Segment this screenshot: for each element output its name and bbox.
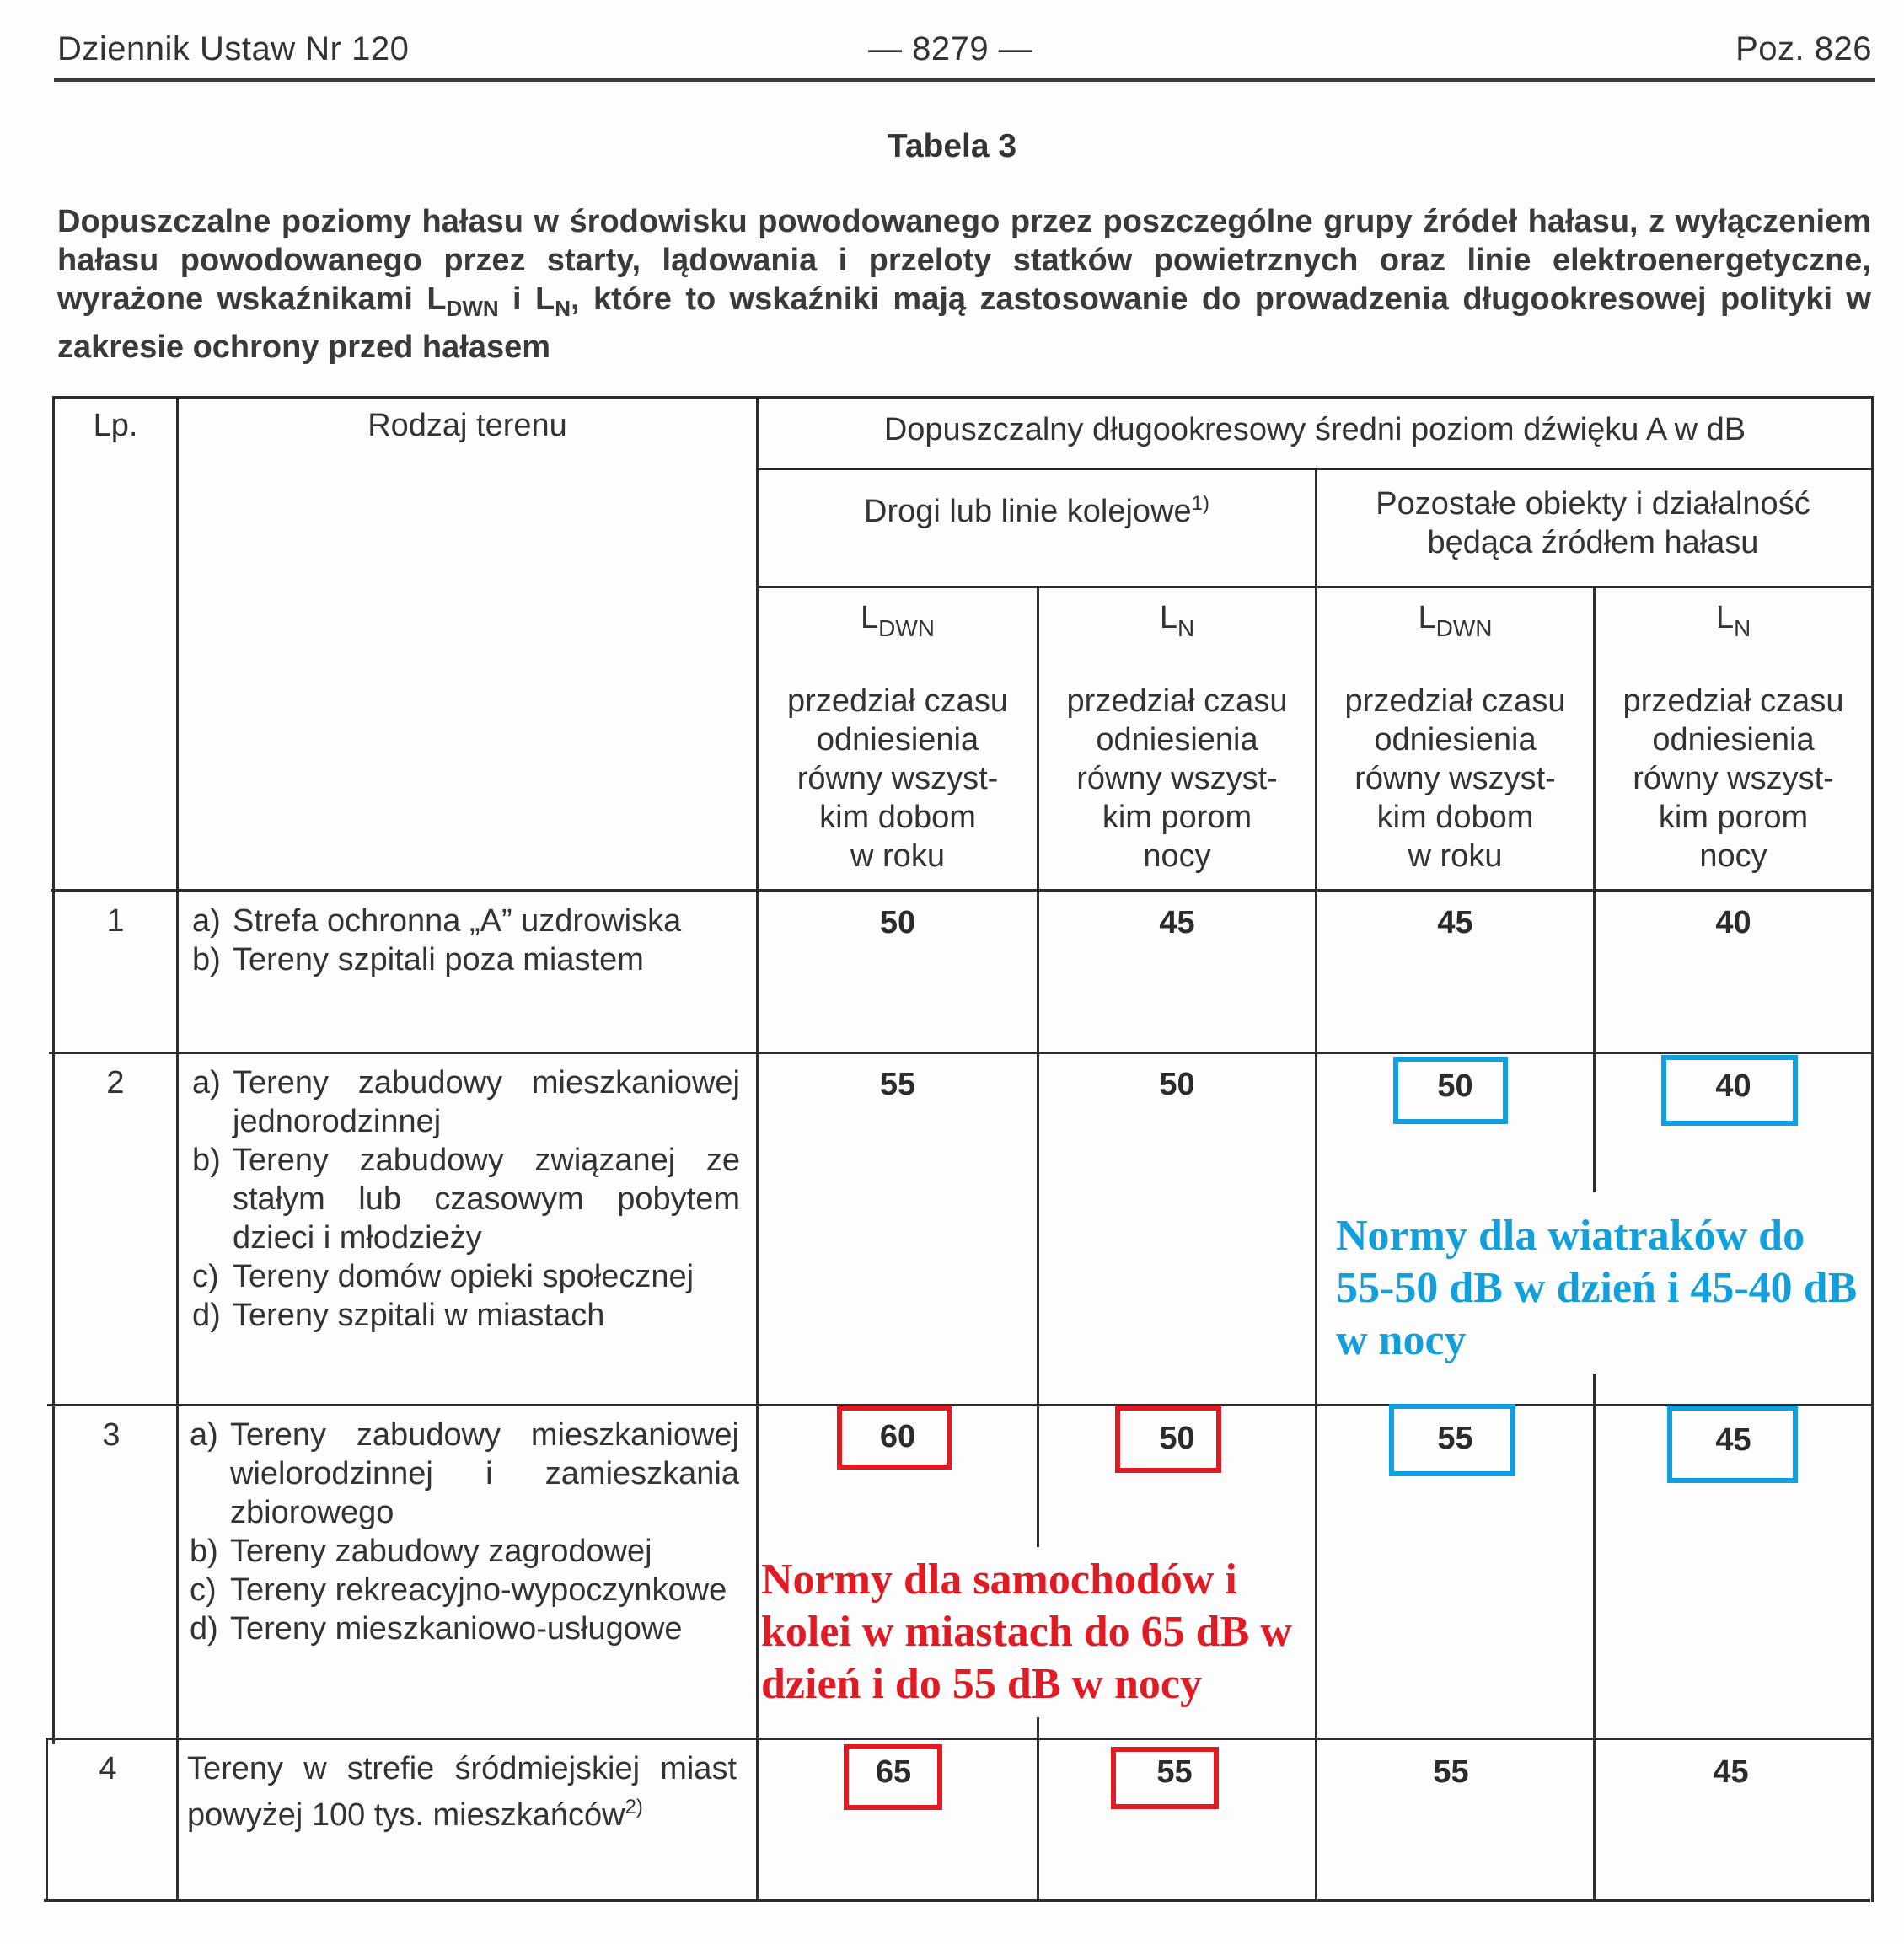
value-ldwn-other: 50 xyxy=(1437,1068,1473,1104)
area-item xyxy=(192,940,740,979)
indicator-subscript: N xyxy=(1177,615,1195,641)
highlight-box-red xyxy=(1111,1747,1219,1809)
value-ldwn-roads: 55 xyxy=(879,1067,916,1102)
area-item xyxy=(192,1063,740,1141)
item-text: Tereny mieszkaniowo-usługowe xyxy=(230,1611,683,1647)
highlight-box-blue xyxy=(1661,1055,1798,1126)
item-label: b) xyxy=(190,1534,218,1569)
column-header-ldwn-roads xyxy=(759,598,1037,876)
item-text: Tereny domów opieki społecznej xyxy=(233,1259,695,1294)
column-description-line: przedział czasu xyxy=(1344,683,1566,719)
highlight-box-red xyxy=(837,1406,952,1470)
area-description xyxy=(190,1416,739,1648)
indicator-symbol: L xyxy=(1418,600,1436,635)
row-divider xyxy=(49,1052,1874,1054)
value-ldwn-roads: 60 xyxy=(879,1419,916,1454)
header-area-type: Rodzaj terenu xyxy=(367,408,567,443)
item-text: Tereny szpitali poza miastem xyxy=(233,942,644,977)
column-description-line: kim dobom xyxy=(1376,800,1534,835)
item-label: a) xyxy=(192,903,221,939)
column-description-line: przedział czasu xyxy=(1622,683,1844,719)
column-description-line: równy wszyst- xyxy=(1354,761,1556,796)
column-divider xyxy=(1037,1685,1039,1902)
area-item xyxy=(192,1141,740,1257)
journal-title: Dziennik Ustaw Nr 120 xyxy=(57,30,410,67)
area-description xyxy=(192,902,740,979)
area-item xyxy=(187,1749,737,1834)
item-text: Tereny szpitali w miastach xyxy=(233,1298,605,1333)
caption-text: i L xyxy=(498,281,555,317)
table-border-top xyxy=(53,396,1874,399)
indicator-subscript: N xyxy=(1733,615,1751,641)
item-label: a) xyxy=(192,1065,221,1101)
area-item xyxy=(190,1571,739,1609)
value-ln-other: 45 xyxy=(1713,1754,1749,1790)
item-text: Tereny zabudowy mieszkaniowej jednorodzinnej xyxy=(233,1065,740,1139)
header-group: Dopuszczalny długookresowy średni poziom dźwięku A w dB xyxy=(883,412,1746,447)
caption-text: , które to wskaźniki mają zastosowanie do prowadzenia długookresowej polityki w zakresie ochrony przed hałasem xyxy=(57,281,1871,365)
column-header-ln-roads xyxy=(1039,598,1315,876)
header-rule xyxy=(54,78,1875,82)
value-ln-roads: 45 xyxy=(1159,905,1195,940)
caption-text: Dopuszczalne poziomy hałasu w środowisku powodowanego przez poszczególne grupy źródeł hałasu, z wyłączeniem hałasu powodowanego przez starty, lądowania i przeloty statków powietrznych oraz linie elektroenergetyczne, wyrażone wskaźnikami L xyxy=(57,204,1871,317)
area-description xyxy=(192,1063,740,1335)
value-ldwn-other: 45 xyxy=(1437,905,1473,940)
page-number: — 8279 — xyxy=(868,30,1033,67)
value-ln-other: 40 xyxy=(1715,905,1751,940)
column-description-line: odniesienia xyxy=(1652,722,1815,758)
area-item xyxy=(190,1416,739,1532)
roads-rail-note: Normy dla samochodów i kolei w miastach do 65 dB w dzień i do 55 dB w nocy xyxy=(761,1547,1292,1717)
header-lp: Lp. xyxy=(93,408,138,443)
highlight-box-blue xyxy=(1389,1404,1515,1476)
column-divider xyxy=(176,396,179,1902)
footnote-marker: 2) xyxy=(625,1796,643,1818)
indicator-symbol: L xyxy=(1159,600,1177,635)
column-description-line: równy wszyst- xyxy=(1633,761,1834,796)
item-label: d) xyxy=(192,1298,221,1333)
highlight-box-blue xyxy=(1393,1057,1508,1124)
value-ldwn-other: 55 xyxy=(1437,1421,1473,1456)
header-roads-label: Drogi lub linie kolejowe xyxy=(864,494,1192,529)
indicator-subscript: DWN xyxy=(878,615,935,641)
item-label: d) xyxy=(190,1611,218,1647)
indicator-symbol: L xyxy=(1715,600,1734,635)
value-ln-other: 40 xyxy=(1715,1068,1751,1104)
column-description-line: w roku xyxy=(850,838,945,874)
column-description-line: równy wszyst- xyxy=(796,761,999,796)
column-description-line: przedział czasu xyxy=(1066,683,1288,719)
footnote-marker: 1) xyxy=(1191,492,1209,515)
item-text-content: Tereny w strefie śródmiejskiej miast powyżej 100 tys. mieszkańców xyxy=(187,1751,737,1833)
column-description-line: kim porom xyxy=(1658,800,1809,835)
area-description xyxy=(187,1749,737,1834)
caption-subscript: DWN xyxy=(446,296,499,321)
highlight-box-blue xyxy=(1667,1406,1798,1483)
item-label: b) xyxy=(192,942,221,977)
row-number: 2 xyxy=(106,1065,125,1101)
highlight-box-red xyxy=(1115,1406,1221,1473)
item-label: b) xyxy=(192,1143,221,1178)
item-label: c) xyxy=(190,1572,217,1608)
table-title: Tabela 3 xyxy=(887,128,1017,164)
item-text xyxy=(187,1749,737,1834)
header-roads xyxy=(759,485,1315,531)
column-description-line: przedział czasu xyxy=(787,683,1008,719)
table-border-bottom xyxy=(44,1899,1870,1902)
row-number: 1 xyxy=(106,903,125,939)
value-ldwn-roads: 65 xyxy=(875,1754,912,1790)
indicator-subscript: DWN xyxy=(1435,615,1493,641)
highlight-box-red xyxy=(844,1744,942,1810)
row-number: 4 xyxy=(99,1751,117,1786)
column-description-line: kim porom xyxy=(1102,800,1252,835)
item-text: Strefa ochronna „A” uzdrowiska xyxy=(233,903,682,939)
item-text: Tereny zabudowy zagrodowej xyxy=(230,1534,652,1569)
area-item xyxy=(190,1609,739,1648)
value-ln-roads: 50 xyxy=(1159,1067,1195,1102)
area-item xyxy=(192,1257,740,1296)
item-text: Tereny zabudowy mieszkaniowej wielorodzinnej i zamieszkania zbiorowego xyxy=(230,1417,739,1530)
indicator-symbol: L xyxy=(860,600,879,635)
header-bottom xyxy=(51,889,1874,892)
item-label: c) xyxy=(192,1259,219,1294)
item-text: Tereny rekreacyjno-wypoczynkowe xyxy=(230,1572,727,1608)
header-other-sources: Pozostałe obiekty i działalność będąca źródłem hałasu xyxy=(1376,486,1810,560)
column-description-line: odniesienia xyxy=(1096,722,1258,758)
column-description-line: równy wszyst- xyxy=(1076,761,1278,796)
area-item xyxy=(192,902,740,940)
column-description-line: odniesienia xyxy=(816,722,979,758)
item-text: Tereny zabudowy związanej ze stałym lub czasowym pobytem dzieci i młodzieży xyxy=(233,1143,740,1256)
wind-turbine-note: Normy dla wiatraków do 55-50 dB w dzień i 45-40 dB w nocy xyxy=(1336,1205,1858,1372)
row-number: 3 xyxy=(102,1417,121,1453)
position-number: Poz. 826 xyxy=(1735,30,1872,67)
value-ln-other: 45 xyxy=(1715,1422,1751,1458)
caption-subscript: N xyxy=(555,296,571,321)
column-header-ln-other xyxy=(1596,598,1871,876)
column-header-ldwn-other xyxy=(1317,598,1593,876)
column-description-line: w roku xyxy=(1408,838,1503,874)
value-ln-roads: 50 xyxy=(1159,1421,1195,1456)
column-description-line: nocy xyxy=(1143,838,1211,874)
value-ldwn-other: 55 xyxy=(1433,1754,1469,1790)
row-divider xyxy=(47,1404,1872,1406)
table-caption xyxy=(57,202,1871,367)
value-ldwn-roads: 50 xyxy=(879,905,916,940)
area-item xyxy=(192,1296,740,1335)
item-label: a) xyxy=(190,1417,218,1453)
column-description-line: odniesienia xyxy=(1374,722,1537,758)
column-description-line: kim dobom xyxy=(819,800,976,835)
area-item xyxy=(190,1532,739,1571)
row-divider xyxy=(46,1738,1872,1740)
value-ln-roads: 55 xyxy=(1156,1754,1193,1790)
table-border-right xyxy=(1871,396,1874,1902)
column-description-line: nocy xyxy=(1699,838,1767,874)
